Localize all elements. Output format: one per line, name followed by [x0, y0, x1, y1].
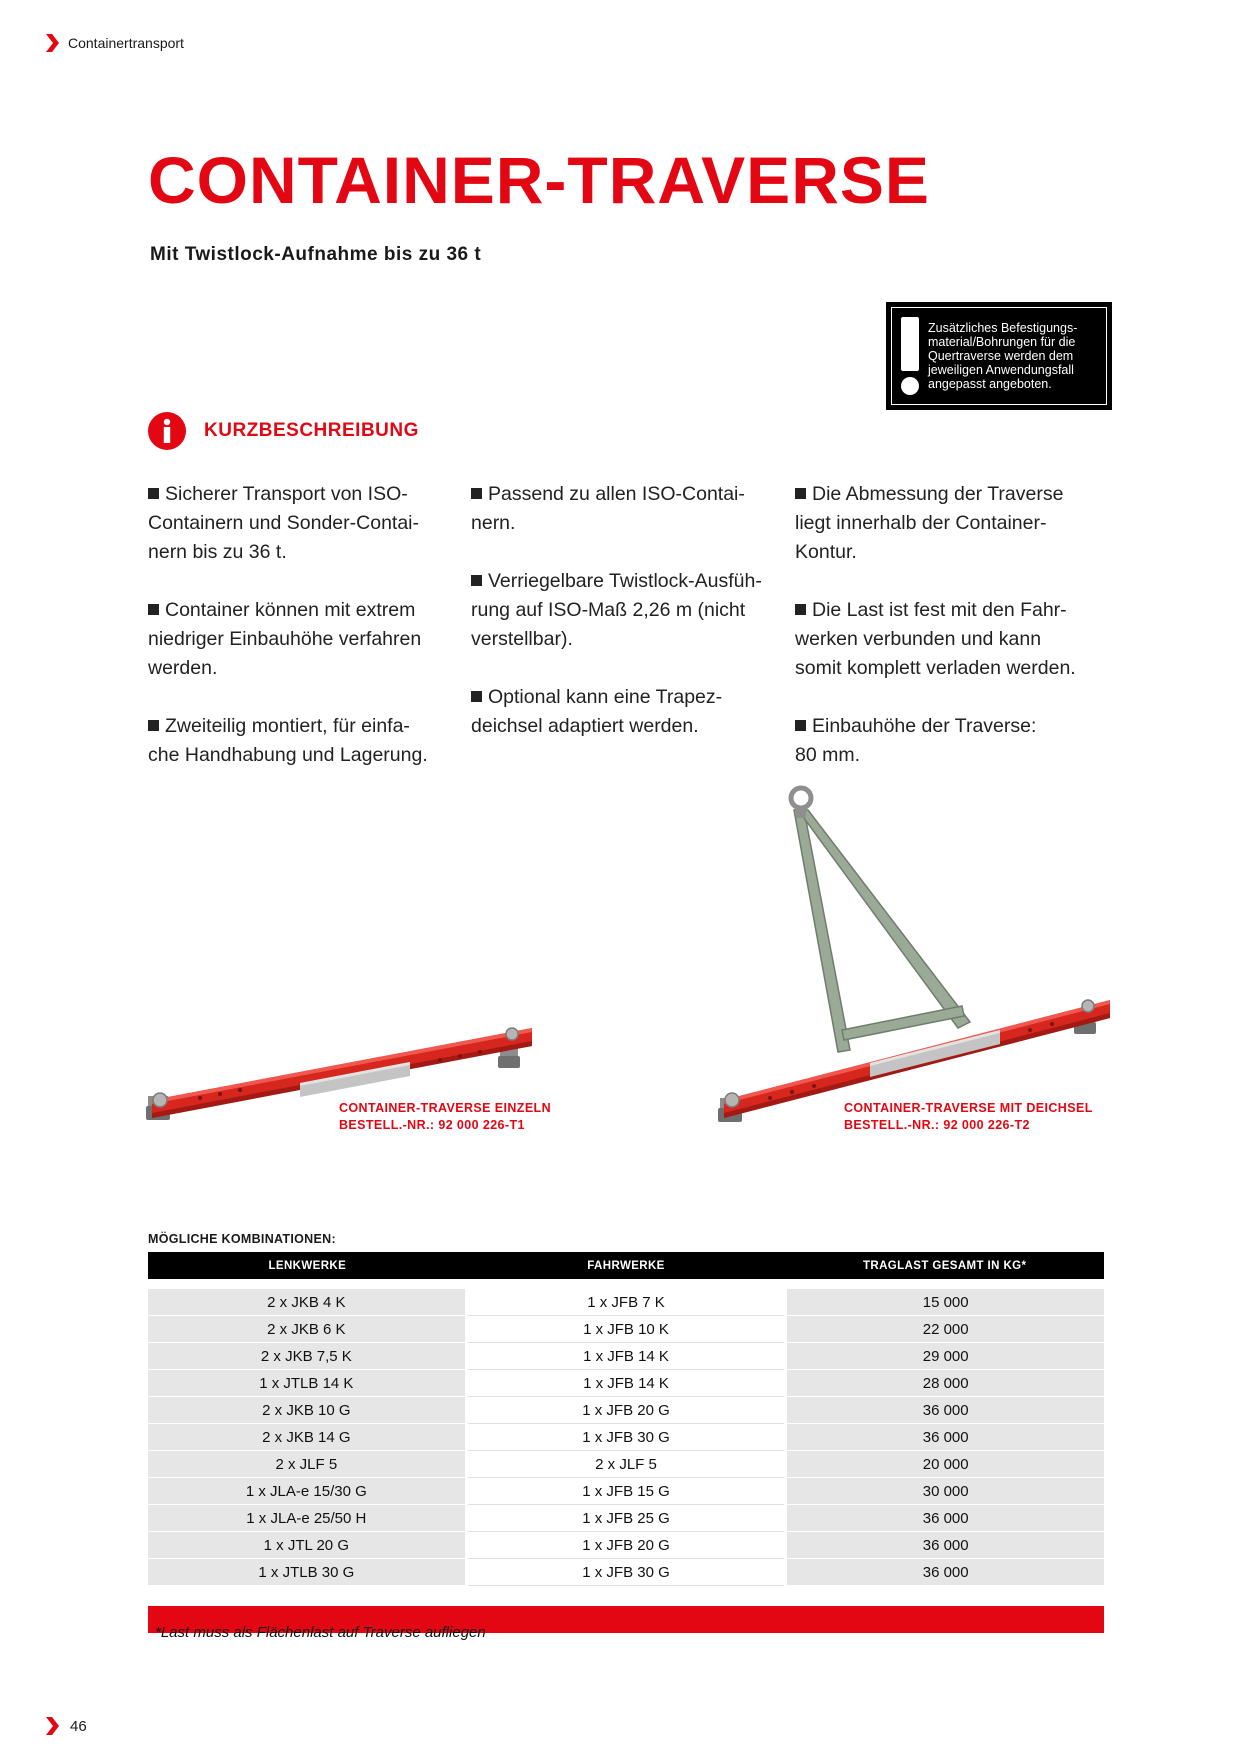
table-cell: 36 000 [787, 1505, 1104, 1532]
table-row [148, 1289, 1104, 1316]
table-cell: 22 000 [787, 1316, 1104, 1343]
page-subtitle: Mit Twistlock-Aufnahme bis zu 36 t [150, 244, 482, 265]
column-header: LENKWERKE [268, 1259, 347, 1272]
table-cell: 15 000 [787, 1289, 1104, 1316]
table-row [148, 1397, 1104, 1424]
section-heading [148, 412, 419, 450]
bullet-item: Container können mit extrem niedriger Einbauhöhe verfahren werden. [148, 599, 422, 679]
table-cell: 2 x JKB 10 G [148, 1397, 465, 1424]
section-heading-label: KURZBESCHREIBUNG [204, 420, 419, 441]
table-row [148, 1424, 1104, 1451]
table-body [148, 1289, 1104, 1586]
page-number-label: 46 [70, 1717, 87, 1735]
bullet-square-icon [471, 575, 482, 586]
column-header: FAHRWERKE [587, 1259, 665, 1272]
table-cell: 1 x JFB 25 G [468, 1505, 785, 1532]
table-cell: 1 x JFB 10 K [468, 1316, 785, 1343]
bullet-item: Zweiteilig montiert, für einfa- che Handhabung und Lagerung. [148, 715, 428, 766]
bullet-square-icon [471, 691, 482, 702]
table-cell: 36 000 [787, 1532, 1104, 1559]
table-cell: 36 000 [787, 1424, 1104, 1451]
product-name: CONTAINER-TRAVERSE EINZELN [339, 1101, 552, 1115]
table-footnote: *Last muss als Flächenlast auf Traverse aufliegen [155, 1624, 486, 1641]
table-row [148, 1532, 1104, 1559]
table-cell: 36 000 [787, 1397, 1104, 1424]
table-cell: 2 x JKB 6 K [148, 1316, 465, 1343]
table-cell: 2 x JKB 7,5 K [148, 1343, 465, 1370]
bullet-square-icon [795, 488, 806, 499]
table-cell: 2 x JKB 14 G [148, 1424, 465, 1451]
table-row [148, 1316, 1104, 1343]
table-cell: 1 x JTLB 14 K [148, 1370, 465, 1397]
column-header: TRAGLAST GESAMT IN KG* [862, 1259, 1027, 1272]
bullet-item: Die Abmessung der Traverse liegt innerhalb der Container- Kontur. [795, 483, 1064, 563]
chevron-right-icon [44, 34, 60, 52]
table-cell: 1 x JFB 14 K [468, 1343, 785, 1370]
table-cell: 1 x JFB 20 G [468, 1397, 785, 1424]
breadcrumb-label: Containertransport [68, 35, 184, 51]
description-column-3 [795, 480, 1115, 799]
product-order-number: BESTELL.-NR.: 92 000 226-T1 [339, 1118, 525, 1132]
bullet-item: Die Last ist fest mit den Fahr- werken verbunden und kann somit komplett verladen werden. [795, 599, 1076, 679]
table-row [148, 1370, 1104, 1397]
exclamation-icon [898, 313, 922, 399]
table-cell: 1 x JTL 20 G [148, 1532, 465, 1559]
bullet-square-icon [148, 720, 159, 731]
notice-text: Zusätzliches Befestigungs- material/Bohrungen für die Quertraverse werden dem jeweiligen Anwendungsfall angepasst angeboten. [928, 321, 1078, 391]
notice-box [886, 302, 1112, 410]
bullet-item: Verriegelbare Twistlock-Ausfüh- rung auf ISO-Maß 2,26 m (nicht verstellbar). [471, 570, 762, 650]
table-row [148, 1559, 1104, 1586]
description-column-2 [471, 480, 781, 770]
breadcrumb [44, 33, 184, 53]
combinations-table [148, 1252, 1104, 1633]
table-cell: 1 x JFB 14 K [468, 1370, 785, 1397]
product-caption-drawbar [844, 1100, 1093, 1134]
bullet-square-icon [148, 604, 159, 615]
table-row [148, 1343, 1104, 1370]
container-traverse-drawbar-image [700, 780, 1120, 1140]
table-cell: 36 000 [787, 1559, 1104, 1586]
table-cell: 2 x JLF 5 [468, 1451, 785, 1478]
table-cell: 2 x JLF 5 [148, 1451, 465, 1478]
product-caption-single [339, 1100, 551, 1134]
chevron-right-icon [44, 1717, 60, 1735]
bullet-square-icon [148, 488, 159, 499]
table-cell: 1 x JLA-e 25/50 H [148, 1505, 465, 1532]
page-number [44, 1716, 87, 1736]
table-row [148, 1505, 1104, 1532]
table-header [148, 1252, 1104, 1279]
product-name: CONTAINER-TRAVERSE MIT DEICHSEL [844, 1101, 1093, 1115]
bullet-square-icon [795, 604, 806, 615]
table-cell: 20 000 [787, 1451, 1104, 1478]
description-column-1 [148, 480, 458, 799]
page-title: CONTAINER-TRAVERSE [148, 143, 930, 217]
table-cell: 1 x JTLB 30 G [148, 1559, 465, 1586]
table-cell: 1 x JFB 20 G [468, 1532, 785, 1559]
product-order-number: BESTELL.-NR.: 92 000 226-T2 [844, 1118, 1030, 1132]
table-row [148, 1478, 1104, 1505]
table-cell: 1 x JFB 30 G [468, 1559, 785, 1586]
table-row [148, 1451, 1104, 1478]
table-cell: 29 000 [787, 1343, 1104, 1370]
table-cell: 2 x JKB 4 K [148, 1289, 465, 1316]
bullet-item: Passend zu allen ISO-Contai- nern. [471, 483, 745, 534]
table-cell: 30 000 [787, 1478, 1104, 1505]
bullet-item: Optional kann eine Trapez- deichsel adaptiert werden. [471, 686, 723, 737]
table-cell: 1 x JFB 15 G [468, 1478, 785, 1505]
table-cell: 1 x JFB 30 G [468, 1424, 785, 1451]
table-cell: 1 x JFB 7 K [468, 1289, 785, 1316]
table-caption: MÖGLICHE KOMBINATIONEN: [148, 1232, 336, 1246]
bullet-item: Einbauhöhe der Traverse: 80 mm. [795, 715, 1037, 766]
table-cell: 1 x JLA-e 15/30 G [148, 1478, 465, 1505]
info-icon [148, 412, 186, 450]
bullet-square-icon [795, 720, 806, 731]
table-cell: 28 000 [787, 1370, 1104, 1397]
bullet-item: Sicherer Transport von ISO- Containern und Sonder-Contai- nern bis zu 36 t. [148, 483, 420, 563]
bullet-square-icon [471, 488, 482, 499]
